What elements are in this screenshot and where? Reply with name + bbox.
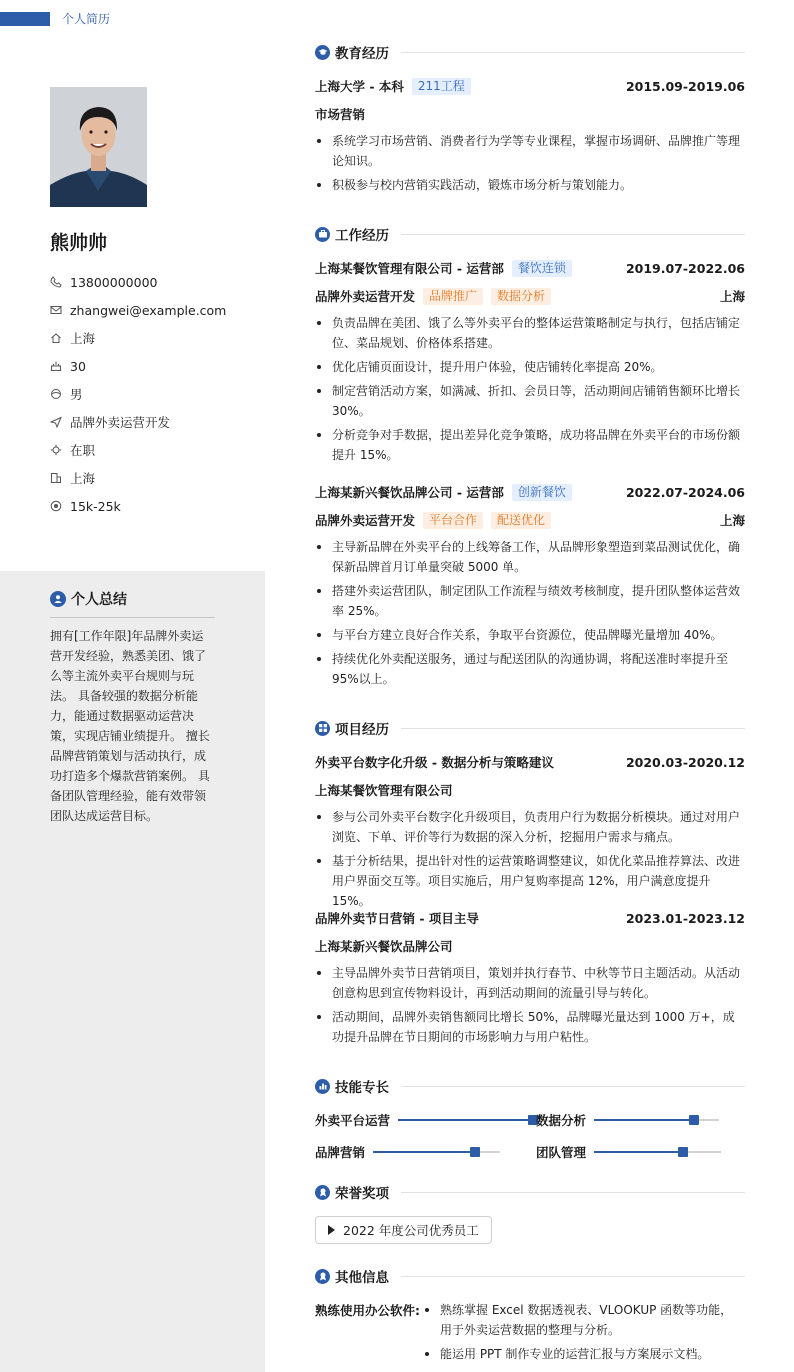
skill-bar-fill	[398, 1119, 533, 1121]
project-name: 品牌外卖节日营销 - 项目主导	[315, 911, 479, 926]
skill-bar-knob	[689, 1115, 699, 1125]
list-item: 系统学习市场营销、消费者行为学等专业课程，掌握市场调研、品牌推广等理论知识。	[315, 131, 743, 171]
skill-item	[536, 1143, 721, 1161]
skill-name: 团队管理	[536, 1145, 587, 1160]
contact-location	[50, 324, 260, 352]
contact-email	[50, 296, 260, 324]
project-org: 上海某新兴餐饮品牌公司	[315, 939, 453, 954]
skill-bar	[594, 1119, 719, 1121]
project-org-row	[315, 937, 745, 955]
skill-bar-fill	[373, 1151, 475, 1153]
contact-phone	[50, 268, 260, 296]
gender-icon	[50, 388, 62, 400]
project-bullets	[315, 807, 743, 915]
send-icon	[50, 416, 62, 428]
list-item: 分析竞争对手数据，提出差异化竞争策略，成功将品牌在外卖平台的市场份额提升 15%。	[315, 425, 743, 465]
job-company-row	[315, 259, 745, 277]
skill-bar-knob	[678, 1147, 688, 1157]
company-name: 上海某餐饮管理有限公司 - 运营部	[315, 261, 504, 276]
school-name: 上海大学 - 本科	[315, 79, 404, 94]
other-header	[315, 1266, 745, 1286]
age-icon	[50, 360, 62, 372]
list-item: 能运用 PPT 制作专业的运营汇报与方案展示文档。	[423, 1344, 743, 1364]
company-tag: 创新餐饮	[512, 484, 572, 501]
info-icon	[315, 1269, 330, 1284]
list-item: 主导品牌外卖节日营销项目，策划并执行春节、中秋等节日主题活动。从活动创意构思到宣传物料设计，再到活动期间的流量引导与转化。	[315, 963, 743, 1003]
skill-name: 外卖平台运营	[315, 1113, 391, 1128]
education-title: 教育经历	[335, 46, 389, 62]
skill-item	[315, 1111, 548, 1129]
list-item: 优化店铺页面设计，提升用户体验，使店铺转化率提高 20%。	[315, 357, 743, 377]
project-org-row	[315, 781, 745, 799]
skill-tag: 配送优化	[491, 512, 551, 529]
section-divider	[401, 1276, 745, 1277]
phone-icon	[50, 276, 62, 288]
project-org: 上海某餐饮管理有限公司	[315, 783, 453, 798]
graduation-cap-icon	[315, 45, 330, 60]
job-company-row	[315, 483, 745, 501]
contact-list	[50, 268, 260, 520]
job-role: 品牌外卖运营开发	[315, 513, 416, 528]
job-bullets	[315, 313, 743, 469]
job-bullets	[315, 537, 743, 693]
skill-tag: 平台合作	[423, 512, 483, 529]
salary-icon	[50, 500, 62, 512]
header-accent-bar	[0, 12, 50, 26]
major: 市场营销	[315, 107, 366, 122]
education-row	[315, 77, 745, 95]
summary-text: 拥有[工作年限]年品牌外卖运营开发经验，熟悉美团、饿了么等主流外卖平台规则与玩法。 具备较强的数据分析能力，能通过数据驱动运营决策，实现店铺业绩提升。 擅长品牌营销策划与活动执行，成功打造多个爆款营销案例。 具备团队管理经验，能有效带领团队达成运营目标。	[50, 629, 210, 823]
education-bullets	[315, 131, 743, 199]
company-name: 上海某新兴餐饮品牌公司 - 运营部	[315, 485, 504, 500]
skill-tag: 品牌推广	[423, 288, 483, 305]
award-item[interactable]	[315, 1216, 492, 1244]
list-item: 活动期间，品牌外卖销售额同比增长 50%，品牌曝光量达到 1000 万+，成功提升品牌在节日期间的市场影响力与用户粘性。	[315, 1007, 743, 1047]
job-role: 品牌外卖运营开发	[315, 289, 416, 304]
profile-name: 熊帅帅	[50, 232, 108, 254]
skill-bar	[373, 1151, 500, 1153]
contact-gender	[50, 380, 260, 408]
job-date: 2019.07-2022.06	[625, 260, 745, 276]
play-icon	[328, 1225, 335, 1235]
section-divider	[401, 52, 745, 53]
contact-status	[50, 436, 260, 464]
project-name: 外卖平台数字化升级 - 数据分析与策略建议	[315, 755, 554, 770]
company-tag: 餐饮连锁	[512, 260, 572, 277]
summary-divider	[50, 617, 215, 618]
education-date: 2015.09-2019.06	[625, 78, 745, 94]
grid-icon	[315, 721, 330, 736]
awards-title: 荣誉奖项	[335, 1186, 389, 1202]
education-header	[315, 42, 745, 62]
project-row	[315, 753, 745, 771]
job-city: 上海	[719, 289, 745, 304]
project-date: 2020.03-2020.12	[625, 754, 745, 770]
skill-tag: 数据分析	[491, 288, 551, 305]
list-item: 持续优化外卖配送服务，通过与配送团队的沟通协调，将配送准时率提升至 95%以上。	[315, 649, 743, 689]
project-row	[315, 909, 745, 927]
list-item: 负责品牌在美团、饿了么等外卖平台的整体运营策略制定与执行，包括店铺定位、菜品规划、价格体系搭建。	[315, 313, 743, 353]
skill-bar-fill	[594, 1119, 694, 1121]
list-item: 与平台方建立良好合作关系，争取平台资源位，使品牌曝光量增加 40%。	[315, 625, 743, 645]
list-item: 搭建外卖运营团队，制定团队工作流程与绩效考核制度，提升团队整体运营效率 25%。	[315, 581, 743, 621]
skills-title: 技能专长	[335, 1080, 389, 1096]
bar-chart-icon	[315, 1079, 330, 1094]
contact-age	[50, 352, 260, 380]
contact-text: 在职	[70, 443, 96, 458]
status-icon	[50, 444, 62, 456]
skill-item	[315, 1143, 500, 1161]
skill-bar	[594, 1151, 721, 1153]
contact-text: 13800000000	[70, 274, 158, 290]
contact-city	[50, 464, 260, 492]
section-divider	[401, 234, 745, 235]
award-icon	[315, 1185, 330, 1200]
major-row	[315, 105, 745, 123]
contact-text: 上海	[70, 471, 96, 486]
work-header	[315, 224, 745, 244]
other-title: 其他信息	[335, 1270, 389, 1286]
contact-text: 30	[70, 358, 86, 374]
contact-position	[50, 408, 260, 436]
list-item: 积极参与校内营销实践活动，锻炼市场分析与策划能力。	[315, 175, 743, 195]
avatar	[50, 87, 147, 207]
contact-text: 男	[70, 387, 83, 402]
job-date: 2022.07-2024.06	[625, 484, 745, 500]
section-divider	[401, 728, 745, 729]
list-item: 制定营销活动方案，如满减、折扣、会员日等，活动期间店铺销售额环比增长 30%。	[315, 381, 743, 421]
mail-icon	[50, 304, 62, 316]
contact-text: 15k-25k	[70, 498, 121, 514]
contact-salary	[50, 492, 260, 520]
job-role-row	[315, 511, 745, 529]
other-bullets	[423, 1300, 743, 1368]
job-city: 上海	[719, 513, 745, 528]
project-bullets	[315, 963, 743, 1051]
job-role-row	[315, 287, 745, 305]
project-date: 2023.01-2023.12	[625, 910, 745, 926]
briefcase-icon	[315, 227, 330, 242]
skill-name: 数据分析	[536, 1113, 587, 1128]
home-icon	[50, 332, 62, 344]
work-title: 工作经历	[335, 228, 389, 244]
list-item: 基于分析结果，提出针对性的运营策略调整建议，如优化菜品推荐算法、改进用户界面交互等。项目实施后，用户复购率提高 12%，用户满意度提升 15%。	[315, 851, 743, 911]
other-label: 熟练使用办公软件:	[315, 1303, 420, 1318]
skill-name: 品牌营销	[315, 1145, 366, 1160]
section-divider	[401, 1192, 745, 1193]
skill-bar-knob	[470, 1147, 480, 1157]
skill-item	[536, 1111, 719, 1129]
skills-header	[315, 1076, 745, 1096]
summary-header	[50, 589, 127, 609]
building-icon	[50, 472, 62, 484]
contact-text: 品牌外卖运营开发	[70, 415, 171, 430]
header-label: 个人简历	[62, 12, 111, 26]
summary-title: 个人总结	[71, 592, 127, 608]
award-text: 2022 年度公司优秀员工	[343, 1223, 479, 1238]
section-divider	[401, 1086, 745, 1087]
list-item: 主导新品牌在外卖平台的上线筹备工作，从品牌形象塑造到菜品测试优化，确保新品牌首月订单量突破 5000 单。	[315, 537, 743, 577]
school-tag: 211工程	[412, 78, 471, 95]
contact-text: zhangwei@example.com	[70, 302, 227, 318]
contact-text: 上海	[70, 331, 96, 346]
awards-header	[315, 1182, 745, 1202]
skill-bar-fill	[594, 1151, 683, 1153]
list-item: 熟练掌握 Excel 数据透视表、VLOOKUP 函数等功能，用于外卖运营数据的整理与分析。	[423, 1300, 743, 1340]
user-icon	[50, 591, 66, 607]
projects-title: 项目经历	[335, 722, 389, 738]
list-item: 参与公司外卖平台数字化升级项目，负责用户行为数据分析模块。通过对用户浏览、下单、评价等行为数据的深入分析，挖掘用户需求与痛点。	[315, 807, 743, 847]
projects-header	[315, 718, 745, 738]
skill-bar	[398, 1119, 548, 1121]
